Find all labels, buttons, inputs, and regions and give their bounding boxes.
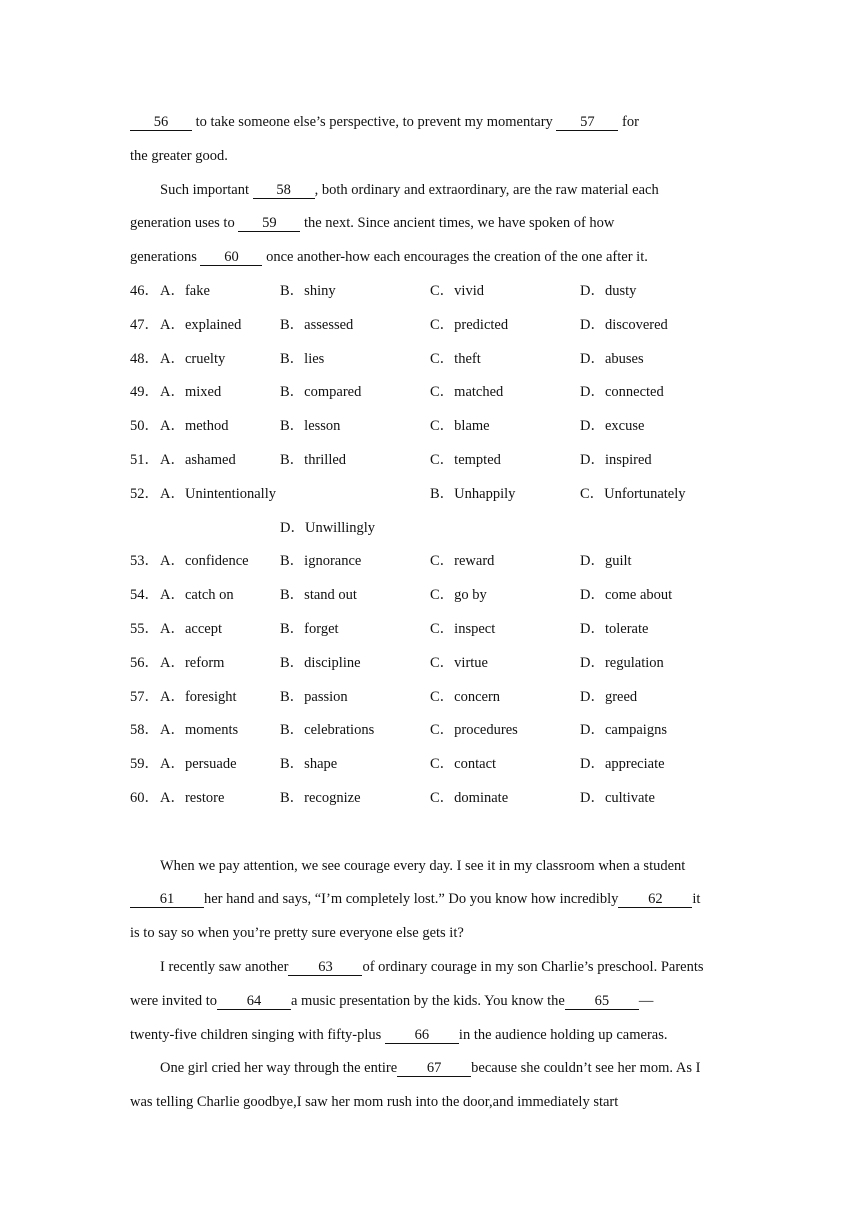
option-c: C．vivid [430,282,484,299]
option-b: B．stand out [280,587,357,604]
passage-line [130,985,730,1019]
option-c: C．matched [430,384,504,401]
option-d: D．discovered [580,316,668,333]
passage-text: of ordinary courage in my son Charlie’s preschool. Parents [362,958,704,975]
question-number: 48． [130,350,159,367]
option-a: A．accept [160,620,222,637]
option-c: C．reward [430,553,495,570]
option-a: A．mixed [160,384,222,401]
option-d: D．campaigns [580,722,667,739]
passage-text: , both ordinary and extraordinary, are the raw material each [314,181,659,198]
passage-text: once another-how each encourages the creation of the one after it. [262,249,648,266]
option-b: B．forget [280,620,339,637]
option-d: D．Unwillingly [280,519,376,536]
question-row [130,410,730,444]
answer-blank: 62 [618,891,692,908]
passage-line [130,174,730,208]
answer-blank: 56 [130,114,192,131]
passage-text: to take someone else’s perspective, to prevent my momentary [192,114,557,130]
option-d: D．inspired [580,451,652,468]
option-c: C．concern [430,688,501,705]
question-row [130,275,730,309]
option-d: D．excuse [580,418,645,435]
question-number: 47． [130,316,159,333]
question-number: 49． [130,384,159,401]
option-a: A．catch on [160,587,234,604]
option-a: A．ashamed [160,451,236,468]
question-number: 57． [130,688,159,705]
question-number: 50． [130,418,159,435]
passage-text: I recently saw another [160,958,289,975]
passage-text: for [618,114,639,130]
passage-line [130,883,730,917]
document-page [130,106,730,1120]
passage-text: in the audience holding up cameras. [458,1026,668,1043]
option-b: B．shape [280,756,338,773]
question-number: 51． [130,451,159,468]
option-b: B．discipline [280,654,361,671]
passage-line: was telling Charlie goodbye,I saw her mom rush into the door,and immediately start [130,1094,619,1111]
option-d: D．regulation [580,654,664,671]
option-b: B．assessed [280,316,354,333]
option-c: C．inspect [430,620,496,637]
section-gap [130,816,730,850]
question-number: 60． [130,789,159,806]
answer-blank: 61 [130,891,204,908]
passage-text: were invited to [130,992,217,1009]
option-a: A．confidence [160,553,249,570]
question-row-continued [130,512,730,546]
option-d: D．greed [580,688,638,705]
option-a: A．foresight [160,688,237,705]
question-row [130,444,730,478]
option-a: A．restore [160,789,225,806]
option-b: B．compared [280,384,362,401]
question-number: 58． [130,722,159,739]
option-b: B．thrilled [280,451,347,468]
question-number: 52． [130,485,159,502]
passage-text: twenty-five children singing with fifty-plus [130,1026,385,1043]
answer-blank: 64 [217,993,291,1010]
option-a: A．explained [160,316,242,333]
option-a: A．Unintentionally [160,485,276,502]
question-row [130,376,730,410]
passage-line: When we pay attention, we see courage every day. I see it in my classroom when a student [160,857,686,874]
question-row [130,782,730,816]
option-a: A．fake [160,282,210,299]
question-number: 56． [130,654,159,671]
passage-line [130,207,730,241]
option-d: D．cultivate [580,789,655,806]
question-row [130,478,730,512]
question-row [130,309,730,343]
passage-line [130,1052,730,1086]
option-c: C．dominate [430,789,509,806]
question-number: 55． [130,620,159,637]
question-number: 59． [130,756,159,773]
answer-blank: 65 [565,993,639,1010]
option-a: A．method [160,418,229,435]
option-d: D．come about [580,587,673,604]
question-row [130,714,730,748]
passage-text: generations [130,249,201,266]
answer-blank: 63 [288,959,362,976]
option-d: D．guilt [580,553,632,570]
option-a: A．moments [160,722,239,739]
option-d: D．abuses [580,350,644,367]
question-number: 46． [130,282,159,299]
option-d: D．appreciate [580,756,665,773]
question-row [130,545,730,579]
option-c: C．theft [430,350,481,367]
option-c: C．predicted [430,316,509,333]
option-b: B．passion [280,688,348,705]
passage-line [130,951,730,985]
option-b: B．Unhappily [430,485,516,502]
answer-blank: 58 [253,182,315,199]
answer-blank: 59 [238,215,300,232]
answer-blank: 60 [200,249,262,266]
passage-line [130,241,730,275]
option-d: D．dusty [580,282,637,299]
option-b: B．lies [280,350,325,367]
option-d: D．tolerate [580,620,649,637]
passage-line: the greater good. [130,147,228,164]
option-b: B．ignorance [280,553,362,570]
passage-line [130,1019,730,1053]
option-c: C．Unfortunately [580,485,686,502]
passage-text: because she couldn’t see her mom. As I [471,1060,701,1077]
passage-line [130,106,730,140]
question-row [130,579,730,613]
passage-text: One girl cried her way through the entire [160,1060,398,1077]
passage-text: Such important [160,181,253,198]
question-row [130,613,730,647]
passage-line: is to say so when you’re pretty sure everyone else gets it? [130,925,464,942]
answer-blank: 66 [385,1027,459,1044]
option-b: B．shiny [280,282,336,299]
question-number: 53． [130,553,159,570]
option-c: C．virtue [430,654,488,671]
option-c: C．tempted [430,451,501,468]
passage-text: the next. Since ancient times, we have spoken of how [300,215,615,232]
answer-blank: 57 [556,114,618,131]
option-a: A．persuade [160,756,237,773]
option-a: A．cruelty [160,350,226,367]
passage-text: — [638,992,654,1009]
option-c: C．contact [430,756,497,773]
option-b: B．lesson [280,418,341,435]
option-d: D．connected [580,384,664,401]
answer-blank: 67 [397,1060,471,1077]
option-c: C．procedures [430,722,518,739]
passage-text: her hand and says, “I’m completely lost.” Do you know how incredibly [204,891,619,908]
question-number: 54． [130,587,159,604]
question-row [130,748,730,782]
passage-text: it [692,891,701,908]
question-row [130,681,730,715]
question-row [130,343,730,377]
passage-text: a music presentation by the kids. You know the [290,992,565,1009]
option-b: B．celebrations [280,722,375,739]
passage-text: generation uses to [130,215,239,232]
option-a: A．reform [160,654,225,671]
option-c: C．go by [430,587,487,604]
option-b: B．recognize [280,789,361,806]
option-c: C．blame [430,418,490,435]
question-row [130,647,730,681]
